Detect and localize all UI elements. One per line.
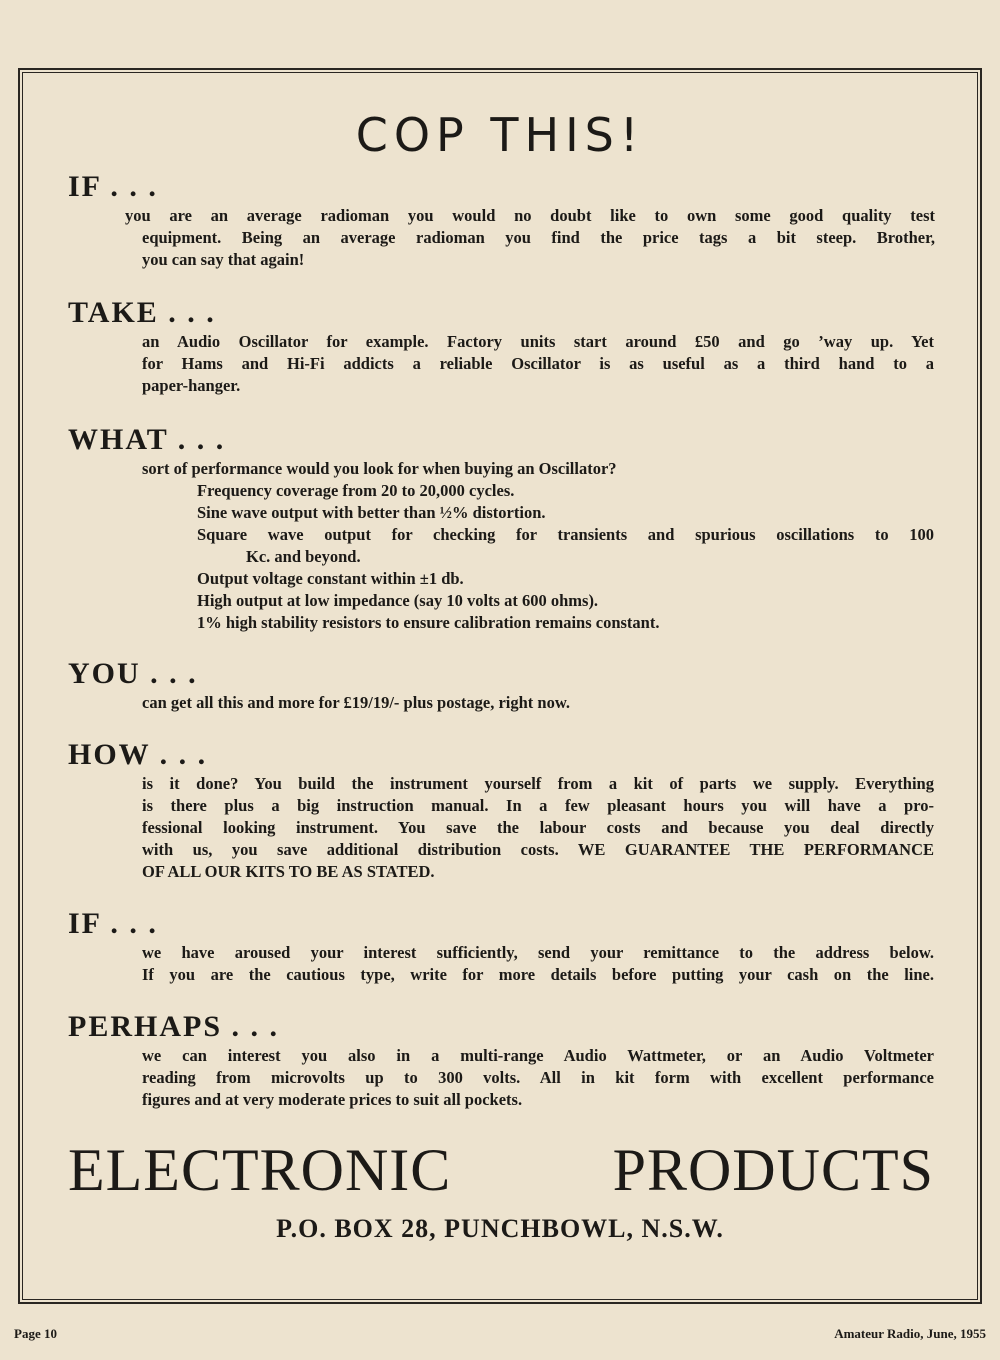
body-line: If you are the cautious type, write for more details before putting your cash on the line.: [142, 965, 934, 984]
body-line: you can say that again!: [142, 250, 305, 269]
body-line: is there plus a big instruction manual. In a few pleasant hours you will have a pro-: [142, 796, 934, 815]
section-heading-take: TAKE . . .: [68, 296, 216, 329]
body-line: reading from microvolts up to 300 volts. All in kit form with excellent performance: [142, 1068, 934, 1087]
section-heading-if-2: IF . . .: [68, 907, 158, 940]
section-body-perhaps: [142, 1045, 934, 1111]
section-body-if: [125, 205, 935, 271]
spec-item: High output at low impedance (say 10 volts at 600 ohms).: [197, 591, 599, 610]
body-line: sort of performance would you look for when buying an Oscillator?: [142, 459, 617, 478]
body-line: OF ALL OUR KITS TO BE AS STATED.: [142, 862, 435, 881]
section-heading-you: YOU . . .: [68, 657, 198, 690]
section-body-take: [142, 331, 934, 397]
spec-item: 1% high stability resistors to ensure calibration remains constant.: [197, 613, 660, 632]
section-body-if-2: [142, 942, 934, 986]
spec-item: Sine wave output with better than ½% distortion.: [197, 503, 546, 522]
spec-item: Square wave output for checking for transients and spurious oscillations to 100: [197, 525, 934, 544]
section-body-how: [142, 773, 934, 883]
body-line: you are an average radioman you would no doubt like to own some good quality test: [125, 206, 935, 225]
company-address: P.O. BOX 28, PUNCHBOWL, N.S.W.: [276, 1214, 724, 1243]
publication-info: Amateur Radio, June, 1955: [834, 1326, 986, 1341]
spec-item-continued: Kc. and beyond.: [246, 547, 361, 566]
body-line: paper-hanger.: [142, 376, 241, 395]
body-line: fessional looking instrument. You save the labour costs and because you deal directly: [142, 818, 934, 837]
section-heading-how: HOW . . .: [68, 738, 208, 771]
company-name: ELECTRONIC PRODUCTS: [68, 1137, 934, 1203]
section-body-what: [142, 458, 934, 634]
body-line: with us, you save additional distribution costs. WE GUARANTEE THE PERFORMANCE: [142, 840, 934, 859]
spec-item: Output voltage constant within ±1 db.: [197, 569, 464, 588]
body-line: we have aroused your interest sufficiently, send your remittance to the address below.: [142, 943, 934, 962]
body-line: can get all this and more for £19/19/- plus postage, right now.: [142, 693, 570, 712]
body-line: for Hams and Hi-Fi addicts a reliable Oscillator is as useful as a third hand to a: [142, 354, 934, 373]
section-heading-what: WHAT . . .: [68, 423, 226, 456]
section-heading-perhaps: PERHAPS . . .: [68, 1010, 280, 1043]
body-line: an Audio Oscillator for example. Factory units start around £50 and go ’way up. Yet: [142, 332, 934, 351]
body-line: equipment. Being an average radioman you find the price tags a bit steep. Brother,: [142, 228, 935, 247]
body-line: we can interest you also in a multi-range Audio Wattmeter, or an Audio Voltmeter: [142, 1046, 934, 1065]
body-line: is it done? You build the instrument yourself from a kit of parts we supply. Everything: [142, 774, 934, 793]
spec-item: Frequency coverage from 20 to 20,000 cycles.: [197, 481, 515, 500]
section-heading-if: IF . . .: [68, 170, 158, 203]
body-line: figures and at very moderate prices to suit all pockets.: [142, 1090, 523, 1109]
page-number: Page 10: [14, 1326, 57, 1341]
section-body-you: [142, 692, 934, 714]
advert-title: COP THIS!: [355, 108, 645, 162]
